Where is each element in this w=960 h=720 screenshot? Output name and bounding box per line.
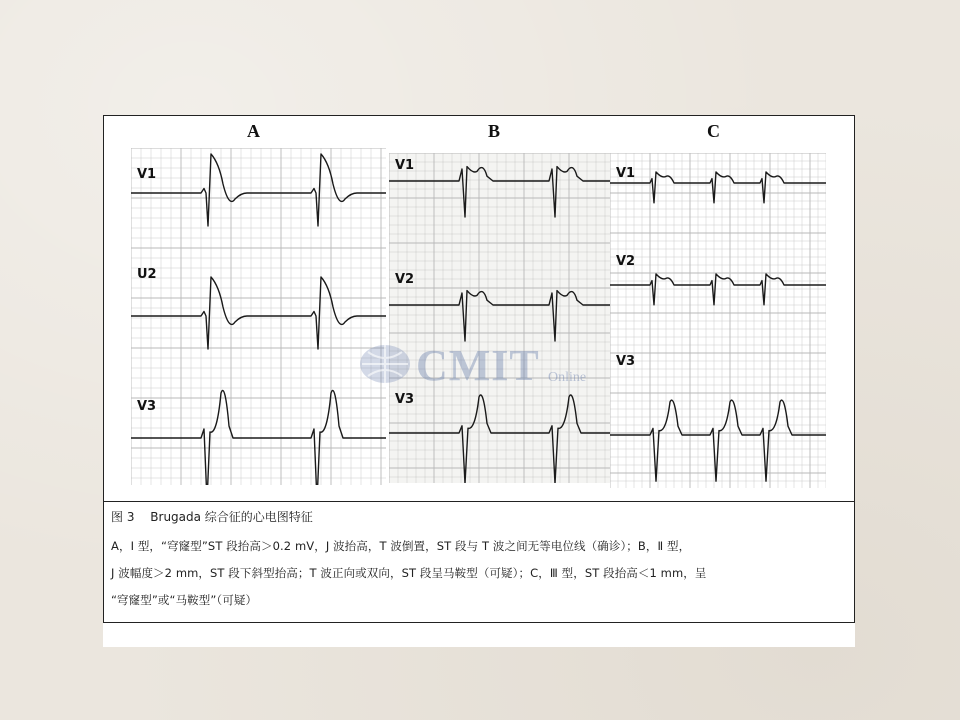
lead-label: V1 bbox=[616, 166, 636, 181]
lead-label: V1 bbox=[395, 158, 415, 173]
lead-label: V1 bbox=[137, 167, 157, 182]
panel-label-a: A bbox=[247, 121, 260, 141]
caption-body bbox=[111, 533, 849, 614]
watermark-sub: Online bbox=[548, 370, 587, 385]
panel-label-b: B bbox=[488, 121, 501, 141]
lead-label: V3 bbox=[137, 399, 157, 414]
lead-label: V2 bbox=[616, 254, 636, 269]
ecg-figure bbox=[103, 115, 855, 647]
caption-title: Brugada 综合征的心电图特征 bbox=[150, 510, 313, 524]
ecg-strip-svg bbox=[131, 148, 386, 485]
ecg-panel-c bbox=[610, 153, 826, 488]
ecg-strip-svg bbox=[610, 153, 826, 488]
lead-label: V3 bbox=[616, 354, 636, 369]
watermark-main: CMIT bbox=[416, 341, 540, 390]
ecg-panel-b bbox=[389, 153, 611, 483]
caption-line: A，Ⅰ 型，“穹窿型”ST 段抬高＞0.2 mV，J 波抬高，T 波倒置，ST 段与 T 波之间无等电位线（确诊）；B，Ⅱ 型， bbox=[111, 539, 691, 553]
caption-line: “穹窿型”或“马鞍型”（可疑） bbox=[111, 593, 258, 607]
caption-number: 图 3 bbox=[111, 510, 135, 524]
caption-divider bbox=[103, 501, 855, 502]
panel-label-c: C bbox=[707, 121, 720, 141]
lead-label: U2 bbox=[137, 267, 157, 282]
ecg-strip-svg bbox=[389, 153, 611, 483]
lead-label: V2 bbox=[395, 272, 415, 287]
ecg-panel-a bbox=[131, 148, 386, 485]
caption-title-row bbox=[111, 509, 849, 525]
lead-label: V3 bbox=[395, 392, 415, 407]
figure-caption bbox=[111, 509, 849, 614]
caption-line: J 波幅度＞2 mm，ST 段下斜型抬高；T 波正向或双向，ST 段呈马鞍型（可疑）；C，Ⅲ 型，ST 段抬高＜1 mm，呈 bbox=[111, 566, 707, 580]
